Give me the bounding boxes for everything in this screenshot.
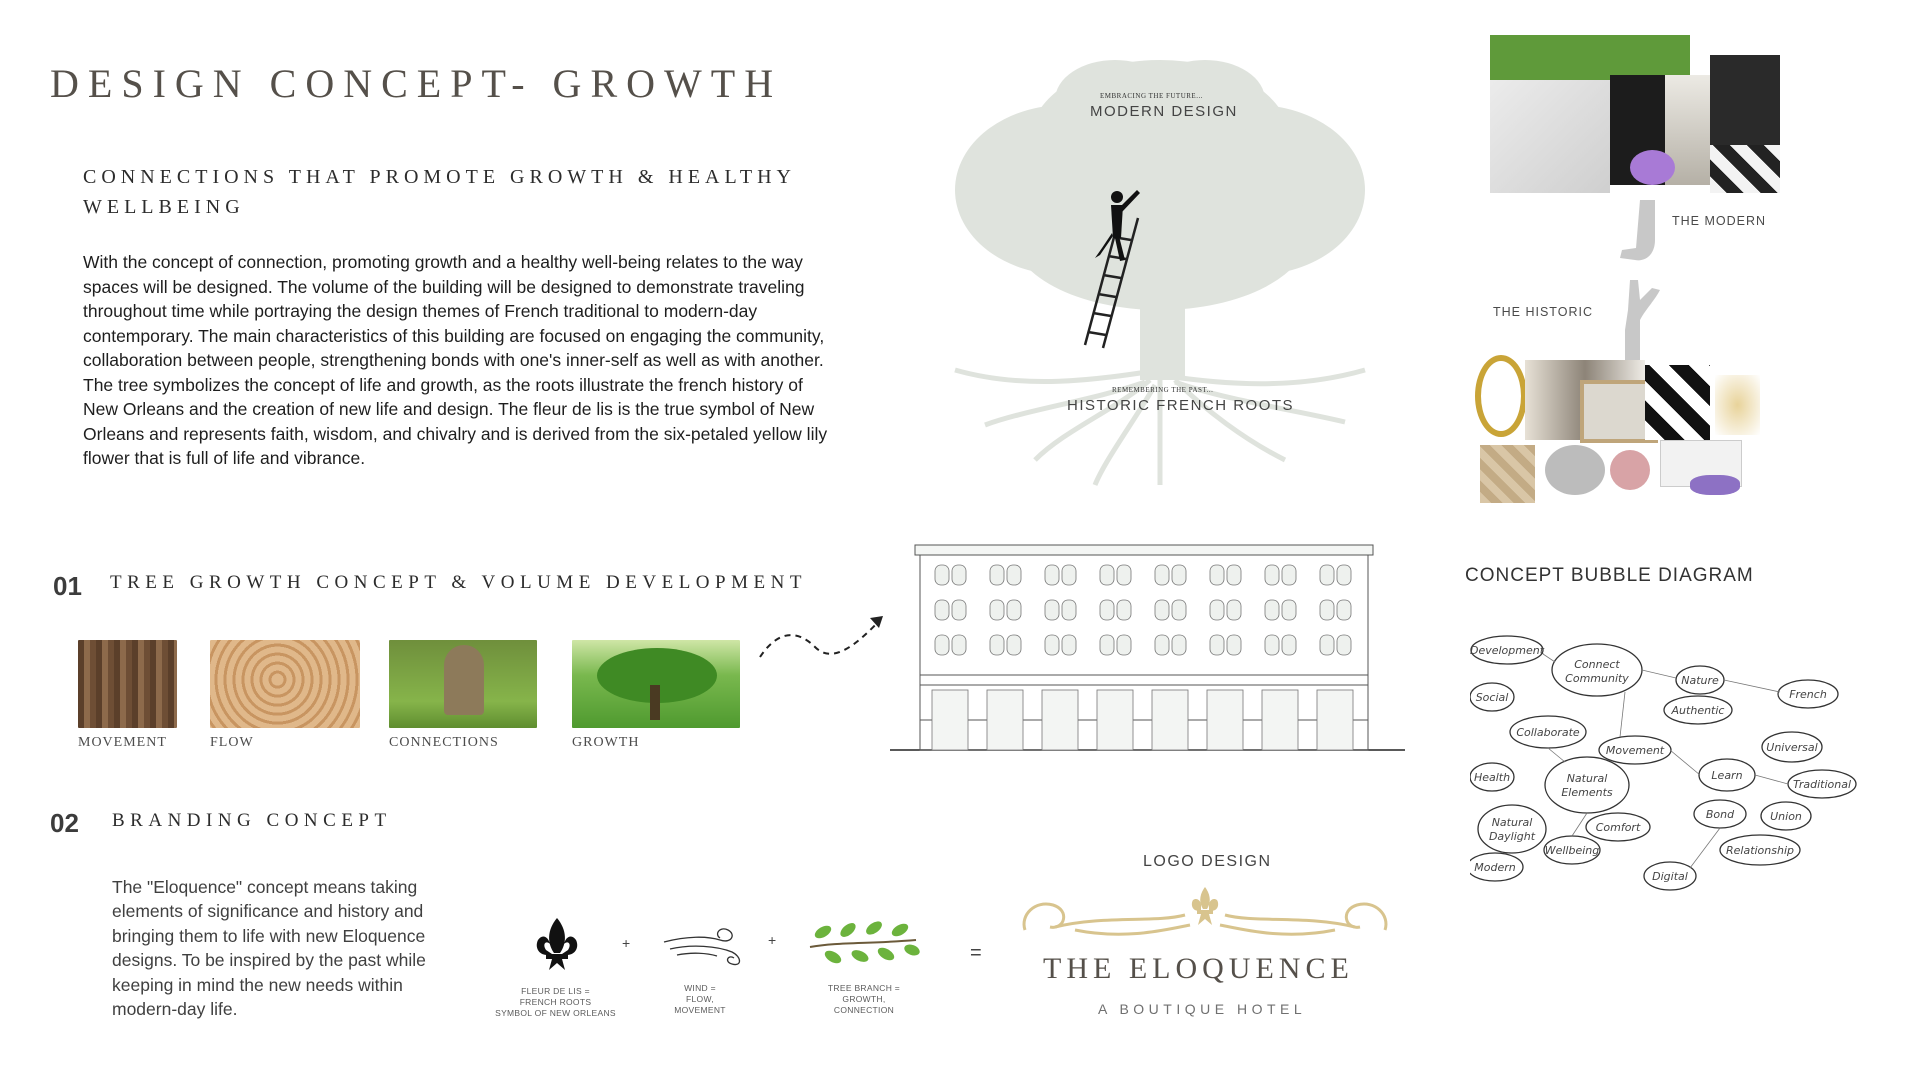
svg-text:Authentic: Authentic (1671, 704, 1725, 717)
section-subtitle: CONNECTIONS THAT PROMOTE GROWTH & HEALTHY WELLBEING (83, 166, 796, 218)
svg-text:Elements: Elements (1561, 786, 1613, 799)
caption-growth: GROWTH (572, 735, 640, 750)
logo-ornament (1015, 885, 1395, 950)
svg-text:Natural: Natural (1566, 772, 1608, 785)
svg-text:Comfort: Comfort (1595, 821, 1641, 834)
historic-moodboard (1465, 345, 1780, 503)
plus-sign-1: + (622, 935, 631, 951)
section-title-02: BRANDING CONCEPT (112, 810, 392, 831)
logo-tagline: A BOUTIQUE HOTEL (1098, 1001, 1307, 1017)
svg-text:Traditional: Traditional (1792, 778, 1852, 791)
plus-sign-2: + (768, 932, 777, 948)
tree-bottom-small: REMEMBERING THE PAST... (1112, 386, 1214, 394)
section-number-01: 01 (53, 571, 82, 601)
growth-image (572, 640, 740, 728)
svg-text:Connect: Connect (1574, 658, 1620, 671)
equals-sign: = (970, 942, 982, 964)
svg-text:Relationship: Relationship (1725, 844, 1795, 857)
tree-branch-icon (808, 912, 920, 967)
section-title-01: TREE GROWTH CONCEPT & VOLUME DEVELOPMENT (110, 572, 807, 593)
fleur-de-lis-icon (532, 918, 582, 973)
bubble-diagram-title: CONCEPT BUBBLE DIAGRAM (1465, 565, 1754, 586)
svg-text:Movement: Movement (1605, 744, 1665, 757)
logo-name: THE ELOQUENCE (1043, 952, 1354, 985)
modern-label: THE MODERN (1672, 214, 1767, 228)
svg-text:Natural: Natural (1491, 816, 1533, 829)
caption-movement: MOVEMENT (78, 735, 167, 750)
svg-text:Daylight: Daylight (1488, 830, 1536, 843)
fleur-caption: FLEUR DE LIS = FRENCH ROOTS SYMBOL OF NEW ORLEANS (495, 986, 616, 1018)
tree-bottom-label: HISTORIC FRENCH ROOTS (1067, 397, 1295, 414)
svg-text:Wellbeing: Wellbeing (1544, 844, 1600, 857)
svg-text:Community: Community (1565, 672, 1629, 685)
caption-connections: CONNECTIONS (389, 735, 499, 750)
dashed-arrow-icon (755, 612, 890, 672)
page-title: DESIGN CONCEPT- GROWTH (50, 61, 783, 106)
movement-image (78, 640, 177, 728)
branch-caption: TREE BRANCH = GROWTH, CONNECTION (827, 983, 901, 1015)
flow-image (210, 640, 360, 728)
svg-text:Health: Health (1473, 771, 1511, 784)
building-elevation (890, 540, 1410, 755)
svg-text:Modern: Modern (1474, 861, 1516, 874)
svg-text:Bond: Bond (1705, 808, 1735, 821)
section-number-02: 02 (50, 808, 79, 838)
bubble-diagram (1470, 632, 1890, 897)
logo-design-heading: LOGO DESIGN (1143, 853, 1272, 870)
svg-text:Nature: Nature (1681, 674, 1719, 687)
svg-text:French: French (1789, 688, 1827, 701)
historic-label: THE HISTORIC (1493, 305, 1593, 319)
modern-moodboard (1490, 35, 1780, 193)
tree-top-label: MODERN DESIGN (1090, 103, 1238, 120)
svg-text:Development: Development (1470, 644, 1545, 657)
svg-text:Universal: Universal (1766, 741, 1818, 754)
svg-text:Learn: Learn (1711, 769, 1743, 782)
branding-paragraph: The "Eloquence" concept means taking elements of significance and history and bringing them to life with new Eloquence designs. To be inspired by the past while keeping in mind the new needs within modern-day life. (112, 877, 426, 1020)
connections-image (389, 640, 537, 728)
svg-text:Collaborate: Collaborate (1516, 726, 1580, 739)
svg-text:Digital: Digital (1652, 870, 1688, 883)
concept-paragraph: With the concept of connection, promoting growth and a healthy well-being relates to the way spaces will be designed. The volume of the building will be designed to demonstrate traveling throughout time while portraying the design themes of French traditional to modern-day contemporary. The main characteristics of this building are focused on engaging the community, collaboration between people, strengthening bonds with one's inner-self as well as with another. The tree symbolizes the concept of life and growth, as the roots illustrate the french history of New Orleans and the creation of new life and design. The fleur de lis is the true symbol of New Orleans and represents faith, wisdom, and chivalry and is derived from the six-petaled yellow lily flower that is full of life and vibrance. (83, 252, 828, 468)
svg-text:Union: Union (1770, 810, 1802, 823)
wind-caption: WIND = FLOW, MOVEMENT (674, 983, 726, 1015)
caption-flow: FLOW (210, 735, 254, 750)
wind-icon (662, 922, 747, 967)
svg-text:Social: Social (1475, 691, 1509, 704)
tree-top-small: EMBRACING THE FUTURE... (1100, 92, 1203, 100)
